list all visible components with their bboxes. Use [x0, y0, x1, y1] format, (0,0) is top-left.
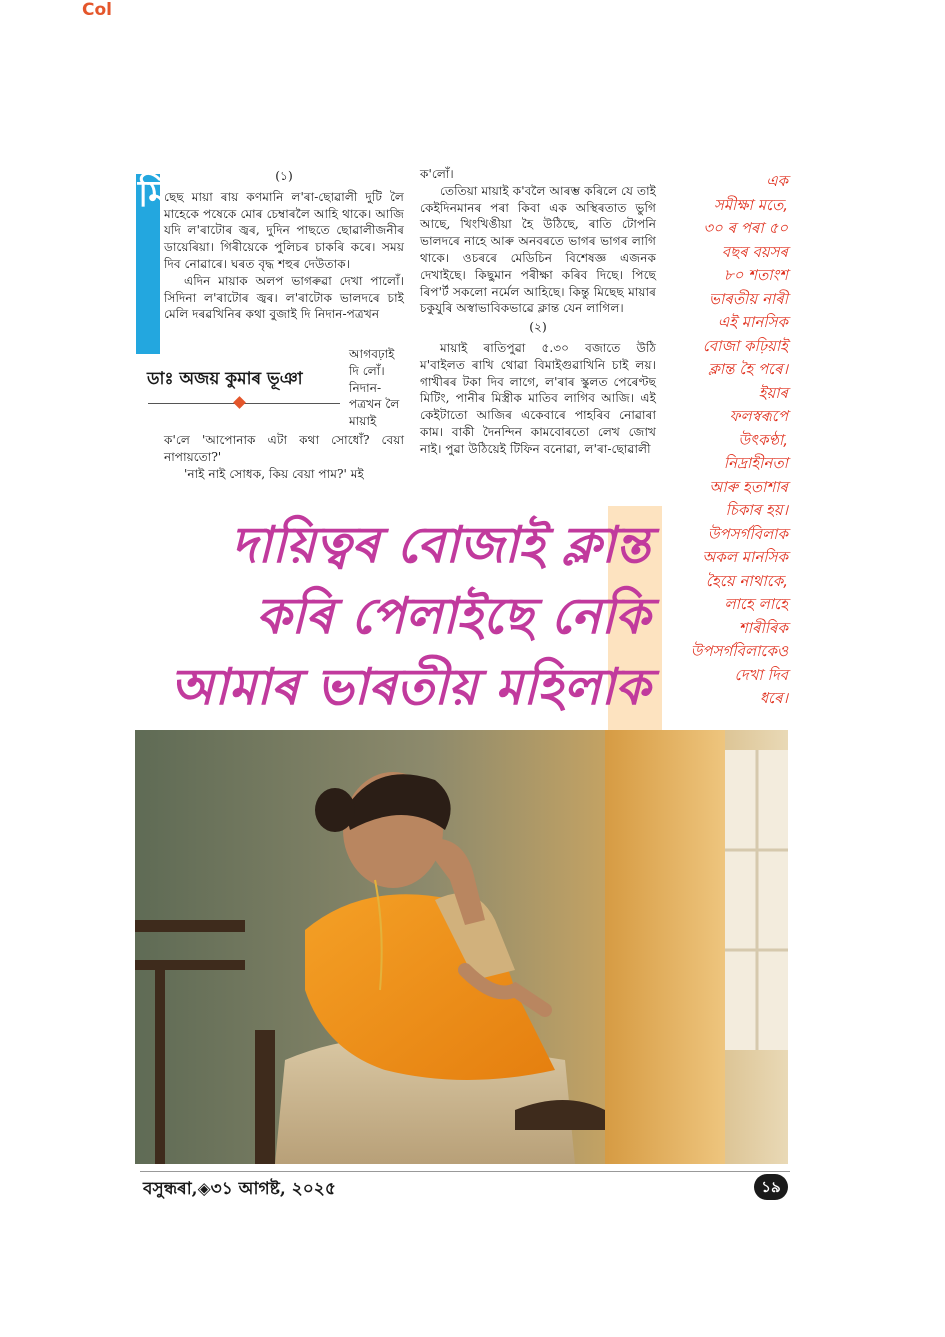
diamond-ornament-icon: [233, 396, 246, 409]
sidebar-line: ৮০ শতাংশ: [723, 266, 788, 284]
paragraph: এদিন মায়াক অলপ ভাগৰুৱা দেখা পালোঁ। সিদিনা ল'ৰাটোৰ জ্বৰ। ল'ৰাটোক ভালদৰে চাই মেলি দৰৱখিনিৰ কথা বুজাই দি নিদান-পত্ৰখন: [164, 273, 404, 322]
sidebar-line: ৩০ ৰ পৰা ৫০: [703, 219, 788, 237]
sidebar-line: হৈয়ে নাথাকে,: [705, 571, 788, 590]
sidebar-line: অকল মানসিক: [702, 548, 788, 566]
sidebar-line: ধৰে।: [759, 689, 788, 707]
issue-date: ◈৩১ আগষ্ট, ২০২৫: [197, 1179, 336, 1199]
sidebar-line: বছৰ বয়সৰ: [721, 242, 788, 261]
article-column-1-inset: [349, 346, 404, 430]
section-number-2: (২): [529, 320, 547, 335]
sidebar-line: চিকাৰ হয়।: [725, 501, 788, 519]
paragraph: আগবঢ়াই দি লোঁ। নিদান-পত্ৰখন লৈ মায়াই: [349, 347, 400, 429]
footer-rule: [140, 1171, 790, 1172]
photo-illustration: [135, 730, 788, 1164]
sidebar-line: দেখা দিব: [734, 665, 788, 684]
sidebar-line: এক: [766, 172, 788, 190]
dropcap-letter: মি: [138, 173, 169, 215]
paragraph: 'নাই নাই সোধক, কিয় বেয়া পাম?' মই: [184, 466, 364, 481]
headline-line: কৰি পেলাইছে নেকি: [255, 587, 650, 645]
author-byline: ডাঃ অজয় কুমাৰ ভূঞা: [147, 369, 303, 389]
section-number-1: (১): [275, 169, 293, 183]
sidebar-line: আৰু হতাশাৰ: [709, 477, 788, 496]
sidebar-line: ভাৰতীয় নাৰী: [708, 289, 788, 308]
article-photo: [135, 730, 788, 1164]
sidebar-line: শাৰীৰিক: [738, 618, 788, 637]
sidebar-pull-quote: [676, 170, 788, 711]
corner-mark: Col: [82, 0, 112, 20]
footer-publication-date: [143, 1176, 336, 1204]
paragraph: ছেছ মায়া ৰায় কণমানি ল'ৰা-ছোৱালী দুটি লৈ মাহেকে পষেকে মোৰ চেম্বাৰলৈ আহি থাকে। আজি যদি ল'ৰাটোৰ জ্বৰ, দুদিন পাছতে ছোৱালীজনীৰ ডায়েৰিয়া। গিৰীয়েকে পুলিচৰ চাকৰি কৰে। সময় দিব নোৱাৰে। ঘৰত বৃদ্ধ শহুৰ দেউতাক।: [164, 189, 404, 271]
article-column-1-lower: [164, 432, 404, 482]
article-column-1: [164, 166, 404, 323]
sidebar-line: উপসৰ্গবিলাকেও: [690, 642, 788, 660]
publication-name: বসুন্ধৰা,: [143, 1179, 198, 1199]
sidebar-line: উপসৰ্গবিলাক: [707, 524, 788, 543]
article-column-2: [420, 166, 656, 458]
headline-line: দায়িত্বৰ বোজাই ক্লান্ত: [230, 516, 650, 574]
sidebar-line: ক্লান্ত হৈ পৰে।: [708, 360, 788, 378]
sidebar-line: উৎকণ্ঠা,: [738, 430, 788, 449]
sidebar-line: ফলস্বৰূপে: [729, 407, 788, 425]
headline-line: আমাৰ ভাৰতীয় মহিলাক: [170, 658, 650, 716]
sidebar-line: লাহে লাহে: [724, 595, 788, 613]
paragraph: ক'লোঁ।: [420, 167, 454, 181]
sidebar-line: এই মানসিক: [717, 313, 788, 331]
paragraph: মায়াই ৰাতিপুৱা ৫.৩০ বজাতে উঠি ম'বাইলত ৰাখি থোৱা বিমাইগুৱাখিনি চাই লয়। গাখীৰৰ টকা দিব লাগে, ল'ৰাৰ স্কুলত পেৰেণ্টছ মিটিং, পানীৰ মিস্ত্ৰীক মাতিব লাগিব আজি। এই কেইটাতো আজিৰ একেবাৰে পাহৰিব নোৱাৰা কাম। বাকী দৈনন্দিন কামবোৰতো লেখ জোখ নাই। পুৱা উঠিয়েই টিফিন বনোৱা, ল'ৰা-ছোৱালী: [420, 340, 656, 456]
paragraph: তেতিয়া মায়াই ক'বলৈ আৰম্ভ কৰিলে যে তাই কেইদিনমানৰ পৰা কিবা এক অস্থিৰতাত ভুগি আছে, খিংখিঙীয়া হৈ উঠিছে, ৰাতি টোপনি ভালদৰে নাহে আৰু অনবৰতে ভাগৰ ভাগৰ লাগি থাকে। ওচৰৰে মেডিচিন বিশেষজ্ঞ এজনক দেখাইছে। কিছুমান পৰীক্ষা কৰিব দিছে। পিছে ৰিপ'ৰ্ট সকলো নৰ্মেল আহিছে। কিন্তু মিছেছ মায়াৰ চকুযুৰি অস্বাভাবিকভাৱে ক্লান্ত যেন লাগিল।: [420, 183, 656, 316]
page-number: ১৯: [754, 1174, 788, 1200]
sidebar-line: ইয়াৰ: [758, 383, 788, 402]
sidebar-line: সমীক্ষা মতে,: [713, 195, 788, 214]
paragraph: ক'লে 'আপোনাক এটা কথা সোধোঁ? বেয়া নাপায়তো?': [164, 433, 404, 464]
sidebar-line: নিদ্ৰাহীনতা: [723, 454, 788, 472]
sidebar-line: বোজা কঢ়িয়াই: [702, 336, 788, 355]
